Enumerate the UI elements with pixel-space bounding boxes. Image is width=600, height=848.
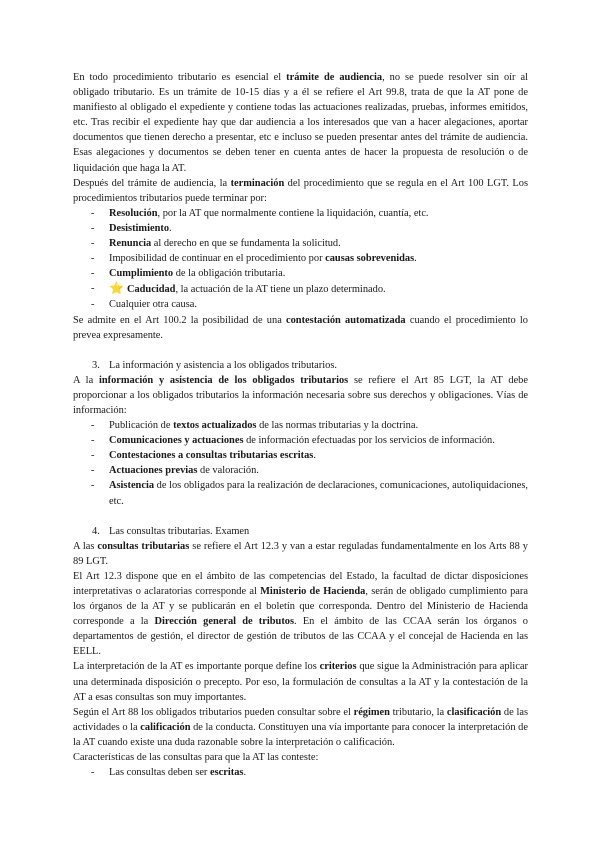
list-item xyxy=(73,463,528,478)
list-item xyxy=(73,765,528,780)
list-item xyxy=(73,448,528,463)
text: que sigue la Administración para aplicar una determinada disposición o precepto. Por eso, la formulación de consultas a la AT y la contestación de la AT a esas consultas son muy importantes. xyxy=(73,661,529,703)
bold-term: clasificación xyxy=(446,706,502,718)
text: . xyxy=(169,222,172,234)
text: de las actividades o la xyxy=(73,706,528,733)
bold-term: Asistencia xyxy=(109,480,155,492)
text: . xyxy=(414,253,417,265)
bold-term: Renuncia xyxy=(109,238,152,250)
text: del procedimiento que se regula en el Art 100 LGT. Los procedimientos tributarios puede terminar por: xyxy=(73,177,529,204)
list-item xyxy=(73,266,528,281)
paragraph-automatizada xyxy=(73,313,528,343)
list-item xyxy=(73,281,528,297)
bold-term: Dirección general de tributos xyxy=(154,616,295,628)
terminacion-list xyxy=(73,206,528,313)
bold-term: textos actualizados xyxy=(173,420,257,432)
dash-bullet: - xyxy=(91,465,95,477)
section-title: La información y asistencia a los obligados tributarios. xyxy=(109,359,337,371)
bold-term: contestación automatizada xyxy=(286,314,406,326)
text: Se admite en el Art 100.2 la posibilidad de una xyxy=(73,314,286,326)
bold-term: Comunicaciones y actuaciones xyxy=(109,435,244,447)
text: se refiere el Art 85 LGT, la AT debe proporcionar a los obligados tributarios la información necesaria sobre sus derechos y obligaciones. Vías de información: xyxy=(73,374,528,416)
dash-bullet: - xyxy=(91,207,95,219)
text: En todo procedimiento tributario es esencial el xyxy=(73,72,287,83)
text: . xyxy=(243,767,247,779)
dash-bullet: - xyxy=(91,299,95,311)
dash-bullet: - xyxy=(91,222,95,234)
bold-term: Resolución xyxy=(109,207,158,219)
bold-term: información y asistencia de los obligados tributarios xyxy=(98,374,349,386)
list-item xyxy=(73,221,528,236)
list-item xyxy=(73,251,528,266)
bold-term: consultas tributarias xyxy=(97,540,190,552)
text: de la obligación tributaria. xyxy=(173,268,286,280)
text: Características de las consultas para que la AT las conteste: xyxy=(73,752,319,764)
paragraph-informacion xyxy=(73,373,528,418)
bold-term: calificación xyxy=(140,721,191,733)
spacer xyxy=(73,509,528,524)
section-heading-3 xyxy=(73,358,528,373)
paragraph-art88 xyxy=(73,705,528,750)
bold-term: Actuaciones previas xyxy=(109,465,198,477)
dash-bullet: - xyxy=(91,238,95,250)
dash-bullet: - xyxy=(91,480,95,492)
bold-term: criterios xyxy=(319,661,357,673)
paragraph-consultas xyxy=(73,539,528,569)
text: El Art 12.3 dispone que en el ámbito de las competencias del Estado, la facultad de dictar disposiciones interpretativas o aclaratorias corresponde al xyxy=(73,570,528,597)
text: Las consultas deben ser xyxy=(109,767,210,779)
text: tributario, la xyxy=(389,706,447,718)
text: , la actuación de la AT tiene un plazo determinado. xyxy=(175,284,386,296)
dash-bullet: - xyxy=(91,450,95,462)
bold-term: Caducidad xyxy=(126,284,176,296)
text: . xyxy=(313,450,316,462)
list-item xyxy=(73,418,528,433)
vias-list xyxy=(73,418,528,509)
text: La interpretación de la AT es importante porque define los xyxy=(73,661,320,673)
text: Cualquier otra causa. xyxy=(109,299,197,311)
section-heading-4 xyxy=(73,524,528,539)
bold-term: Ministerio de Hacienda xyxy=(260,586,366,597)
list-item xyxy=(73,236,528,251)
section-number: 4. xyxy=(92,525,100,537)
text: Imposibilidad de continuar en el procedimiento por xyxy=(109,253,326,265)
dash-bullet: - xyxy=(91,767,95,779)
text: de información efectuadas por los servicios de información. xyxy=(243,435,495,447)
dash-bullet: - xyxy=(91,268,95,280)
star-icon: ⭐ xyxy=(109,281,124,296)
paragraph-art123 xyxy=(73,569,528,660)
paragraph-audiencia xyxy=(73,70,528,176)
text: de los obligados para la realización de declaraciones, comunicaciones, autoliquidaciones, etc. xyxy=(109,480,528,507)
caracteristicas-list xyxy=(73,765,528,780)
bold-term: Cumplimiento xyxy=(109,268,174,280)
text: al derecho en que se fundamenta la solicitud. xyxy=(151,238,341,250)
text: , por la AT que normalmente contiene la liquidación, cuantía, etc. xyxy=(157,207,429,219)
text: A la xyxy=(73,374,99,386)
bold-term: Contestaciones a consultas tributarias escritas xyxy=(109,450,314,462)
text: se refiere el Art 12.3 y van a estar reguladas fundamentalmente en los Arts 88 y 89 LGT. xyxy=(73,540,528,567)
text: de valoración. xyxy=(197,465,259,477)
text: de las normas tributarias y la doctrina. xyxy=(256,420,419,432)
section-number: 3. xyxy=(92,359,100,371)
dash-bullet: - xyxy=(91,253,95,265)
paragraph-terminacion xyxy=(73,176,528,206)
text: Publicación de xyxy=(109,420,174,432)
bold-term: causas sobrevenidas xyxy=(325,253,415,265)
dash-bullet: - xyxy=(91,283,95,295)
text: A las xyxy=(73,540,98,552)
section-title: Las consultas tributarias. Examen xyxy=(109,525,250,537)
bold-term: Desistimiento xyxy=(109,222,170,234)
list-item xyxy=(73,433,528,448)
text: Según el Art 88 los obligados tributarios pueden consultar sobre el xyxy=(73,706,354,718)
text: cuando el procedimiento lo prevea expresamente. xyxy=(73,314,528,341)
paragraph-interpretacion xyxy=(73,659,528,704)
text: Después del trámite de audiencia, la xyxy=(73,177,231,189)
text: , serán de obligado cumplimiento para los órganos de la AT y se publicarán en el boletín que corresponda. Dentro del Ministerio de Hacienda corresponde a la xyxy=(73,586,528,628)
list-item xyxy=(73,478,528,508)
text: . En el ámbito de las CCAA serán los órganos o departamentos de gestión, el director de gestión de tributos de las CCAA y el concejal de Hacienda en las EELL. xyxy=(73,616,528,658)
paragraph-caracteristicas xyxy=(73,750,528,765)
document-page xyxy=(73,70,528,780)
dash-bullet: - xyxy=(91,435,95,447)
bold-term: trámite de audiencia xyxy=(286,72,383,83)
bold-term: terminación xyxy=(230,177,285,189)
bold-term: régimen xyxy=(353,706,390,718)
dash-bullet: - xyxy=(91,420,95,432)
list-item xyxy=(73,297,528,312)
text: , no se puede resolver sin oír al obligado tributario. Es un trámite de 10-15 días y a él se refiere el Art 99.8, trata de que la AT pone de manifiesto al obligado el expediente y contiene todas las actuaciones realizadas, pruebas, informes emitidos, etc. Tras recibir el expediente hay que dar audiencia a los interesados que van a hacer alegaciones, aportar documentos que tienen derecho a presentar, etc e incluso se pueden presentar antes del trámite de audiencia. Esas alegaciones y documentos se deben tener en cuenta antes de hacer la propuesta de resolución o de liquidación que haga la AT. xyxy=(73,72,528,174)
list-item xyxy=(73,206,528,221)
text: de la conducta. Constituyen una vía importante para conocer la interpretación de la AT cuando existe una duda razonable sobre la interpretación o calificación. xyxy=(73,721,528,748)
bold-term: escritas xyxy=(210,767,244,779)
